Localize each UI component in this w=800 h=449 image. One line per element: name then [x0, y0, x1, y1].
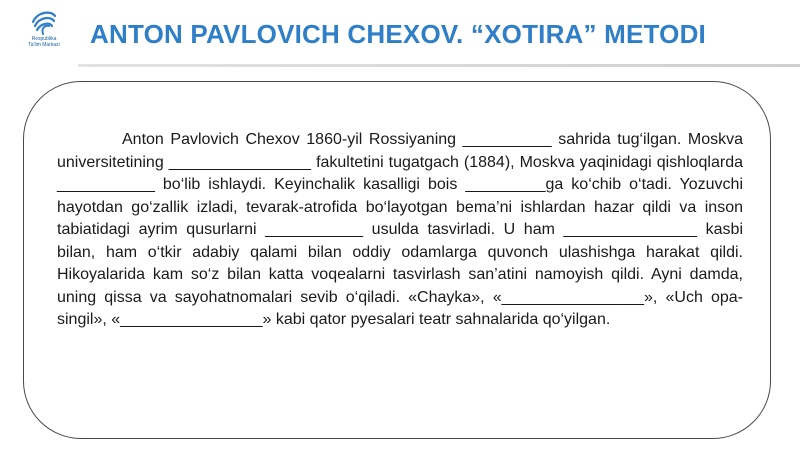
fill-in-paragraph: Anton Pavlovich Chexov 1860-yil Rossiyaning __________ sahrida tug‘ilgan. Moskva universitetining ________________ fakultetini tugatgach (1884), Moskva yaqinidagi qishloqlarda ___________ bo‘lib ishlaydi. Keyinchalik kasalligi bois _________ga ko‘chib o‘tadi. Yozuvchi hayotdan go‘zallik izladi, tevarak-atrofida bo‘layotgan bema’ni ishlardan hazar qildi va inson tabiatidagi ayrim qusurlarni ___________ usulda tasvirladi. U ham _______________ kasbi bilan, ham o‘tkir adabiy qalami bilan oddiy odamlarga quvonch ulashishga harakat qildi. Hikoyalarida kam so‘z bilan katta voqealarni tasvirlash san’atini namoyish qildi. Ayni damda, uning qissa va sayohatnomalari sevib o‘qiladi. «Chayka», «________________», «Uch opa-singil», «________________» kabi qator pyesalari teatr sahnalarida qo‘yilgan.: [57, 131, 743, 328]
logo-swirl-icon: [29, 8, 59, 36]
title-divider: [78, 64, 800, 67]
logo: [18, 8, 70, 58]
page-title: ANTON PAVLOVICH CHEXOV. “XOTIRA” METODI: [90, 19, 706, 49]
logo-text-line2: Ta'lim Markazi: [28, 42, 60, 48]
logo-text-line1: Respublika: [31, 36, 57, 42]
